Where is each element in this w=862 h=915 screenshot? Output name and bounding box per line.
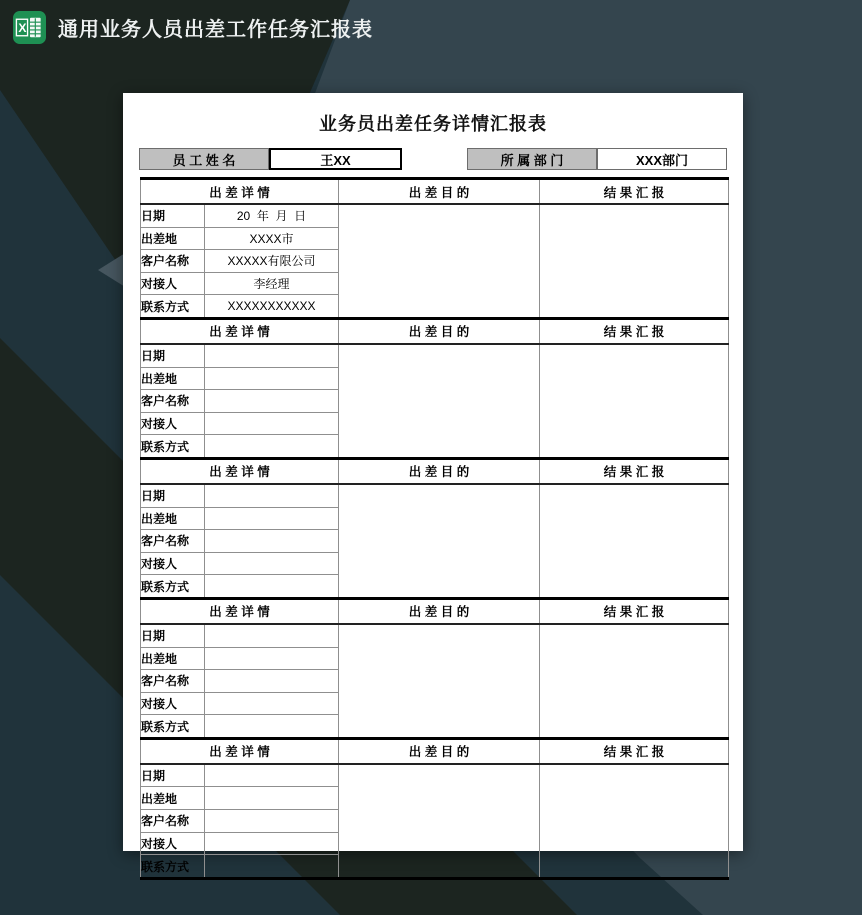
row-label: 对接人 <box>141 412 205 435</box>
cell-value[interactable] <box>205 435 339 459</box>
row-label: 联系方式 <box>141 435 205 459</box>
window-title: 通用业务人员出差工作任务汇报表 <box>58 19 373 41</box>
cell-value[interactable]: XXXXX有限公司 <box>205 250 339 273</box>
col-header-purpose: 出 差 目 的 <box>339 179 540 205</box>
row-label: 出差地 <box>141 227 205 250</box>
row-label: 对接人 <box>141 832 205 855</box>
cell-result[interactable] <box>540 484 729 598</box>
col-header-result: 结 果 汇 报 <box>540 598 729 624</box>
row-label: 客户名称 <box>141 390 205 413</box>
cell-purpose[interactable] <box>339 484 540 598</box>
sheet-title: 业务员出差任务详情汇报表 <box>319 114 547 134</box>
report-table-body <box>141 179 729 879</box>
data-row <box>141 764 729 787</box>
svg-text:X: X <box>18 21 27 36</box>
cell-value[interactable] <box>205 832 339 855</box>
row-label: 对接人 <box>141 692 205 715</box>
col-header-result: 结 果 汇 报 <box>540 458 729 484</box>
row-label: 联系方式 <box>141 715 205 739</box>
cell-value[interactable] <box>205 647 339 670</box>
row-label: 日期 <box>141 764 205 787</box>
row-label: 客户名称 <box>141 530 205 553</box>
col-header-details: 出 差 详 情 <box>141 458 339 484</box>
employee-name-value[interactable]: 王XX <box>269 148 402 170</box>
col-header-result: 结 果 汇 报 <box>540 318 729 344</box>
row-label: 联系方式 <box>141 295 205 319</box>
col-header-details: 出 差 详 情 <box>141 598 339 624</box>
row-label: 联系方式 <box>141 575 205 599</box>
cell-value[interactable] <box>205 344 339 367</box>
trip-report-table <box>140 177 729 880</box>
row-label: 日期 <box>141 204 205 227</box>
col-header-result: 结 果 汇 报 <box>540 738 729 764</box>
employee-name-label: 员 工 姓 名 <box>139 148 269 170</box>
cell-purpose[interactable] <box>339 344 540 458</box>
col-header-details: 出 差 详 情 <box>141 179 339 205</box>
section-header-row <box>141 598 729 624</box>
data-row <box>141 344 729 367</box>
cell-value[interactable] <box>205 810 339 833</box>
col-header-purpose: 出 差 目 的 <box>339 738 540 764</box>
row-label: 出差地 <box>141 507 205 530</box>
row-label: 出差地 <box>141 647 205 670</box>
col-header-result: 结 果 汇 报 <box>540 179 729 205</box>
col-header-purpose: 出 差 目 的 <box>339 458 540 484</box>
cell-result[interactable] <box>540 624 729 738</box>
cell-result[interactable] <box>540 764 729 878</box>
col-header-details: 出 差 详 情 <box>141 738 339 764</box>
row-label: 出差地 <box>141 367 205 390</box>
row-label: 日期 <box>141 344 205 367</box>
cell-value[interactable] <box>205 412 339 435</box>
cell-value[interactable] <box>205 367 339 390</box>
report-sheet <box>123 93 743 874</box>
cell-value[interactable] <box>205 624 339 647</box>
col-header-purpose: 出 差 目 的 <box>339 318 540 344</box>
cell-value[interactable]: XXXX市 <box>205 227 339 250</box>
section-header-row <box>141 179 729 205</box>
cell-value[interactable]: XXXXXXXXXXX <box>205 295 339 319</box>
row-label: 客户名称 <box>141 810 205 833</box>
cell-value[interactable] <box>205 692 339 715</box>
row-label: 对接人 <box>141 272 205 295</box>
data-row <box>141 624 729 647</box>
section-header-row <box>141 738 729 764</box>
data-row <box>141 204 729 227</box>
cell-value[interactable]: 20 年 月 日 <box>205 204 339 227</box>
row-label: 客户名称 <box>141 250 205 273</box>
cell-value[interactable] <box>205 552 339 575</box>
col-header-details: 出 差 详 情 <box>141 318 339 344</box>
cell-value[interactable] <box>205 507 339 530</box>
cell-value[interactable] <box>205 530 339 553</box>
col-header-purpose: 出 差 目 的 <box>339 598 540 624</box>
cell-value[interactable] <box>205 670 339 693</box>
cell-value[interactable]: 李经理 <box>205 272 339 295</box>
cell-value[interactable] <box>205 715 339 739</box>
row-label: 对接人 <box>141 552 205 575</box>
department-label: 所 属 部 门 <box>467 148 597 170</box>
cell-value[interactable] <box>205 855 339 879</box>
row-label: 出差地 <box>141 787 205 810</box>
row-label: 日期 <box>141 484 205 507</box>
section-header-row <box>141 318 729 344</box>
cell-purpose[interactable] <box>339 204 540 318</box>
cell-result[interactable] <box>540 204 729 318</box>
cell-purpose[interactable] <box>339 624 540 738</box>
department-value[interactable]: XXX部门 <box>597 148 727 170</box>
excel-icon <box>13 11 46 44</box>
cell-result[interactable] <box>540 344 729 458</box>
cell-value[interactable] <box>205 787 339 810</box>
cell-value[interactable] <box>205 575 339 599</box>
row-label: 客户名称 <box>141 670 205 693</box>
titlebar <box>0 0 862 55</box>
cell-value[interactable] <box>205 764 339 787</box>
cell-value[interactable] <box>205 390 339 413</box>
cell-value[interactable] <box>205 484 339 507</box>
section-header-row <box>141 458 729 484</box>
row-label: 联系方式 <box>141 855 205 879</box>
data-row <box>141 484 729 507</box>
cell-purpose[interactable] <box>339 764 540 878</box>
row-label: 日期 <box>141 624 205 647</box>
